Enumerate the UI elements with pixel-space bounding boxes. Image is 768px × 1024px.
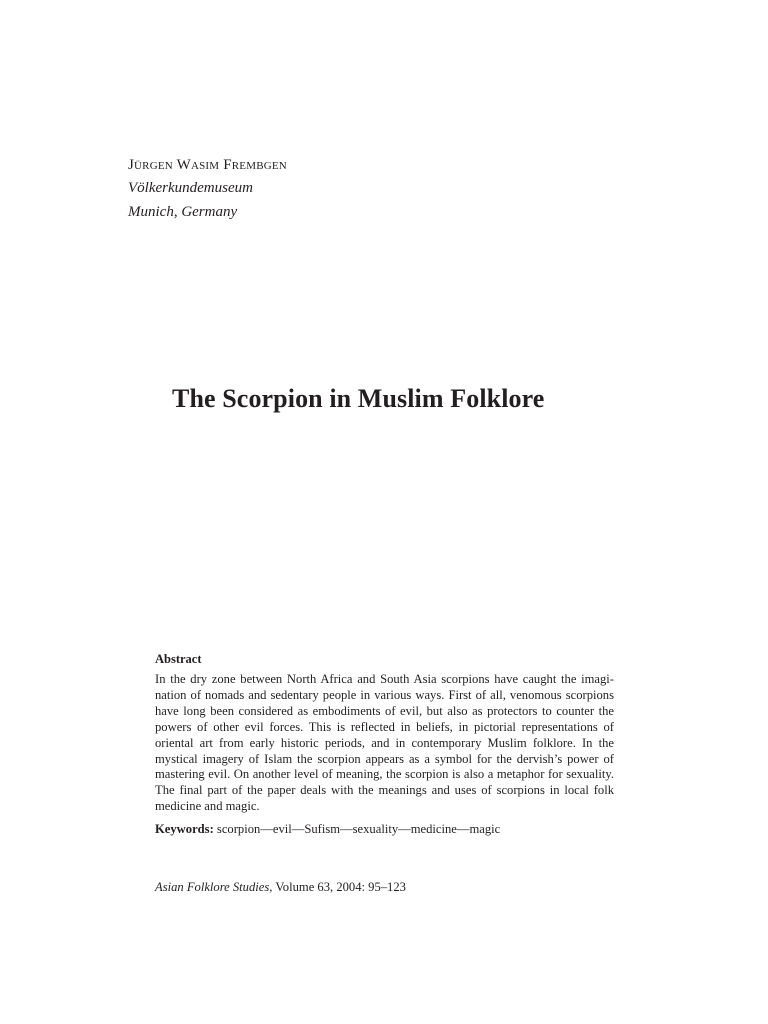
citation-details: , Volume 63, 2004: 95–123 <box>269 880 406 894</box>
author-block <box>128 154 528 224</box>
abstract-heading: Abstract <box>155 652 202 666</box>
citation <box>155 879 406 895</box>
paper-title: The Scorpion in Muslim Folklore <box>172 384 545 413</box>
author-name: Jürgen Wasim Frembgen <box>128 157 287 173</box>
author-location: Munich, Germany <box>128 204 238 220</box>
keywords <box>155 821 614 837</box>
keywords-value: scorpion—evil—Sufism—sexuality—medicine—magic <box>216 822 501 837</box>
abstract-block <box>155 651 614 837</box>
author-institution: Völkerkundemuseum <box>128 180 253 196</box>
citation-journal: Asian Folklore Studies <box>155 880 270 894</box>
keywords-label: Keywords: <box>155 822 214 837</box>
abstract-text: In the dry zone between North Africa and South Asia scorpions have caught the imagination of nomads and sedentary people in various ways. First of all, venomous scorpions have long been considered as embodiments of evil, but also as protectors to counter the powers of other evil forces. This is reflected in beliefs, in pictorial representations of oriental art from early historic periods, and in contemporary Muslim folklore. In the mystical imagery of Islam the scorpion appears as a symbol for the dervish’s power of mastering evil. On another level of meaning, the scorpion is also a metaphor for sexuality. The final part of the paper deals with the meanings and uses of scorpions in local folk medicine and magic. <box>155 672 614 814</box>
